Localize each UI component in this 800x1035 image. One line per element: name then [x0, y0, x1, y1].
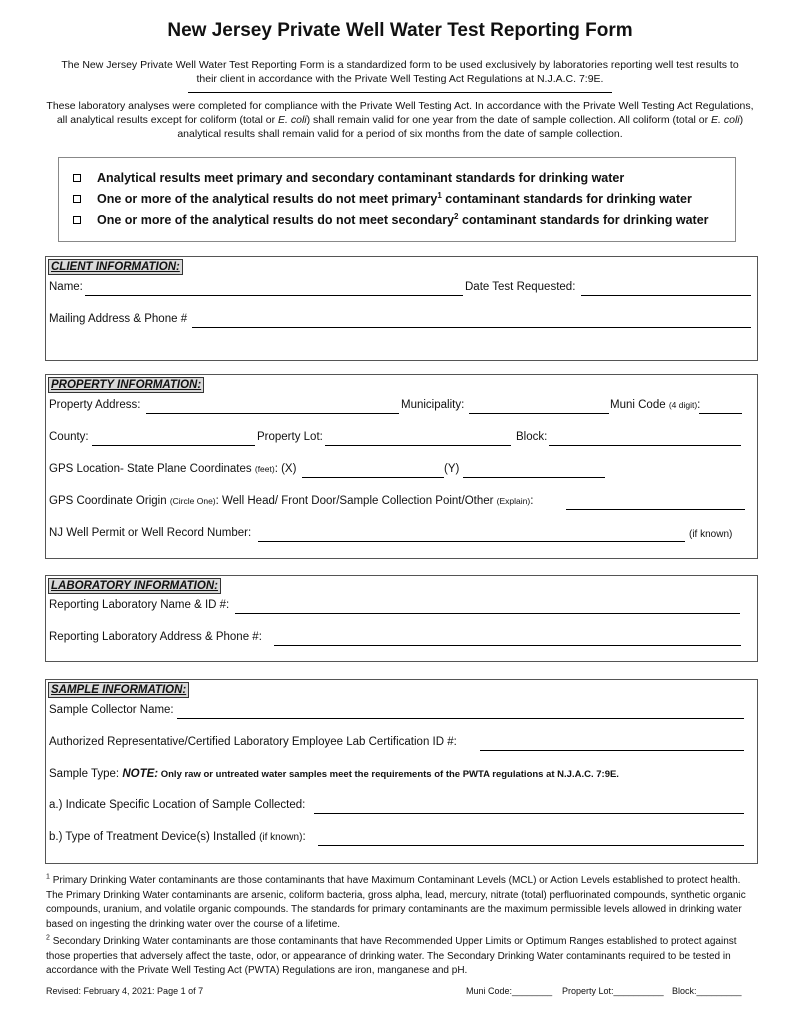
check-row-meets-standards: Analytical results meet primary and secondary contaminant standards for drinking water	[73, 171, 624, 185]
lab-address-field[interactable]	[274, 645, 741, 646]
name-label: Name:	[49, 281, 83, 293]
result-checkbox-panel	[58, 157, 736, 242]
form-title: New Jersey Private Well Water Test Reporting Form	[167, 20, 633, 41]
property-lot-field[interactable]	[325, 445, 511, 446]
gps-origin-label: GPS Coordinate Origin (Circle One): Well Head/ Front Door/Sample Collection Point/Other (Explain):	[49, 495, 534, 507]
footer-muni-code: Muni Code:________	[466, 986, 553, 996]
gps-origin-explain-field[interactable]	[566, 509, 745, 510]
footer-block: Block:_________	[672, 986, 742, 996]
gps-x-field[interactable]	[302, 477, 444, 478]
muni-code-label: Muni Code (4 digit):	[610, 399, 701, 411]
property-info-heading: PROPERTY INFORMATION:	[48, 377, 204, 393]
mailing-address-label: Mailing Address & Phone #	[49, 313, 188, 325]
municipality-label: Municipality:	[401, 399, 465, 411]
sample-type-label: Sample Type: NOTE: Only raw or untreated water samples meet the requirements of the PWTA regulations at N.J.A.C. 7:9E.	[49, 768, 619, 780]
property-information-section	[45, 374, 758, 559]
footer-property-lot: Property Lot:__________	[562, 986, 664, 996]
name-field[interactable]	[85, 295, 463, 296]
checkbox-fails-primary[interactable]	[73, 195, 81, 203]
checkbox-meets-standards[interactable]	[73, 174, 81, 182]
well-permit-if-known: (if known)	[689, 529, 733, 540]
lab-name-field[interactable]	[235, 613, 740, 614]
collector-label: Sample Collector Name:	[49, 704, 174, 716]
block-field[interactable]	[549, 445, 741, 446]
property-address-label: Property Address:	[49, 399, 141, 411]
county-label: County:	[49, 431, 89, 443]
municipality-field[interactable]	[469, 413, 609, 414]
footnote-primary: $^1$ Primary Drinking Water contaminants are those contaminants that have Maximum Contaminant Levels (MCL) or Action Levels established to protect health. The Primary Drinking Water contaminants are arsenic, coliform bacteria, gross alpha, lead, mercury, nitrate (total) perfluorinated compounds, synthetic organic compounds, uranium, and volatile organic compounds. The standards for primary contaminants are the maximum permissible levels allowed in drinking water based on ingesting the drinking water over the course of a lifetime.	[46, 873, 746, 930]
property-lot-label: Property Lot:	[257, 431, 323, 443]
intro-divider	[188, 92, 612, 93]
mailing-address-field[interactable]	[192, 327, 751, 328]
lab-name-label: Reporting Laboratory Name & ID #:	[49, 599, 230, 611]
footnote-secondary: $^2$ Secondary Drinking Water contaminants are those contaminants that have Recommended Upper Limits or Optimum Ranges established to protect against those properties that adversely affect the taste, odor, or appearance of drinking water. The Secondary Drinking Water contaminants required to be tested in accordance with the Private Well Testing Act (PWTA) Regulations are iron, manganese and pH.	[46, 934, 737, 976]
collector-field[interactable]	[177, 718, 744, 719]
client-info-heading: CLIENT INFORMATION:	[48, 259, 183, 275]
check-row-fails-primary: One or more of the analytical results do not meet primary$^1$ contaminant standards for drinking water	[73, 192, 692, 206]
date-requested-field[interactable]	[581, 295, 751, 296]
gps-location-label: GPS Location- State Plane Coordinates (feet): (X)	[49, 463, 297, 475]
gps-y-field[interactable]	[463, 477, 605, 478]
county-field[interactable]	[92, 445, 255, 446]
treatment-device-field[interactable]	[318, 845, 744, 846]
well-permit-label: NJ Well Permit or Well Record Number:	[49, 527, 252, 539]
checkbox-fails-secondary[interactable]	[73, 216, 81, 224]
property-address-field[interactable]	[146, 413, 399, 414]
sample-info-heading: SAMPLE INFORMATION:	[48, 682, 189, 698]
laboratory-info-heading: LABORATORY INFORMATION:	[48, 578, 221, 594]
date-requested-label: Date Test Requested:	[465, 281, 576, 293]
sample-location-field[interactable]	[314, 813, 744, 814]
block-label: Block:	[516, 431, 548, 443]
laboratory-information-section	[45, 575, 758, 662]
authorized-rep-label: Authorized Representative/Certified Laboratory Employee Lab Certification ID #:	[49, 736, 457, 748]
lab-address-label: Reporting Laboratory Address & Phone #:	[49, 631, 262, 643]
well-permit-field[interactable]	[258, 541, 685, 542]
revision-date: Revised: February 4, 2021: Page 1 of 7	[46, 986, 204, 996]
client-information-section	[45, 256, 758, 361]
muni-code-field[interactable]	[699, 413, 742, 414]
validity-paragraph: These laboratory analyses were completed for compliance with the Private Well Testing Act. In accordance with the Private Well Testing Act Regulations, all analytical results except for coliform (total or E. coli) shall remain valid for one year from the date of sample collection. All coliform (total or E. coli) analytical results shall remain valid for a period of six months from the date of sample collection.	[46, 100, 754, 140]
sample-location-label: a.) Indicate Specific Location of Sample Collected:	[49, 799, 306, 811]
sample-information-section	[45, 679, 758, 864]
intro-paragraph: The New Jersey Private Well Water Test Reporting Form is a standardized form to be used exclusively by laboratories reporting well test results to their client in accordance with the Private Well Testing Act Regulations at N.J.A.C. 7:9E.	[61, 59, 739, 85]
gps-y-label: (Y)	[444, 463, 460, 475]
authorized-rep-field[interactable]	[480, 750, 744, 751]
treatment-device-label: b.) Type of Treatment Device(s) Installed (if known):	[49, 831, 306, 843]
check-row-fails-secondary: One or more of the analytical results do not meet secondary$^2$ contaminant standards for drinking water	[73, 213, 709, 227]
